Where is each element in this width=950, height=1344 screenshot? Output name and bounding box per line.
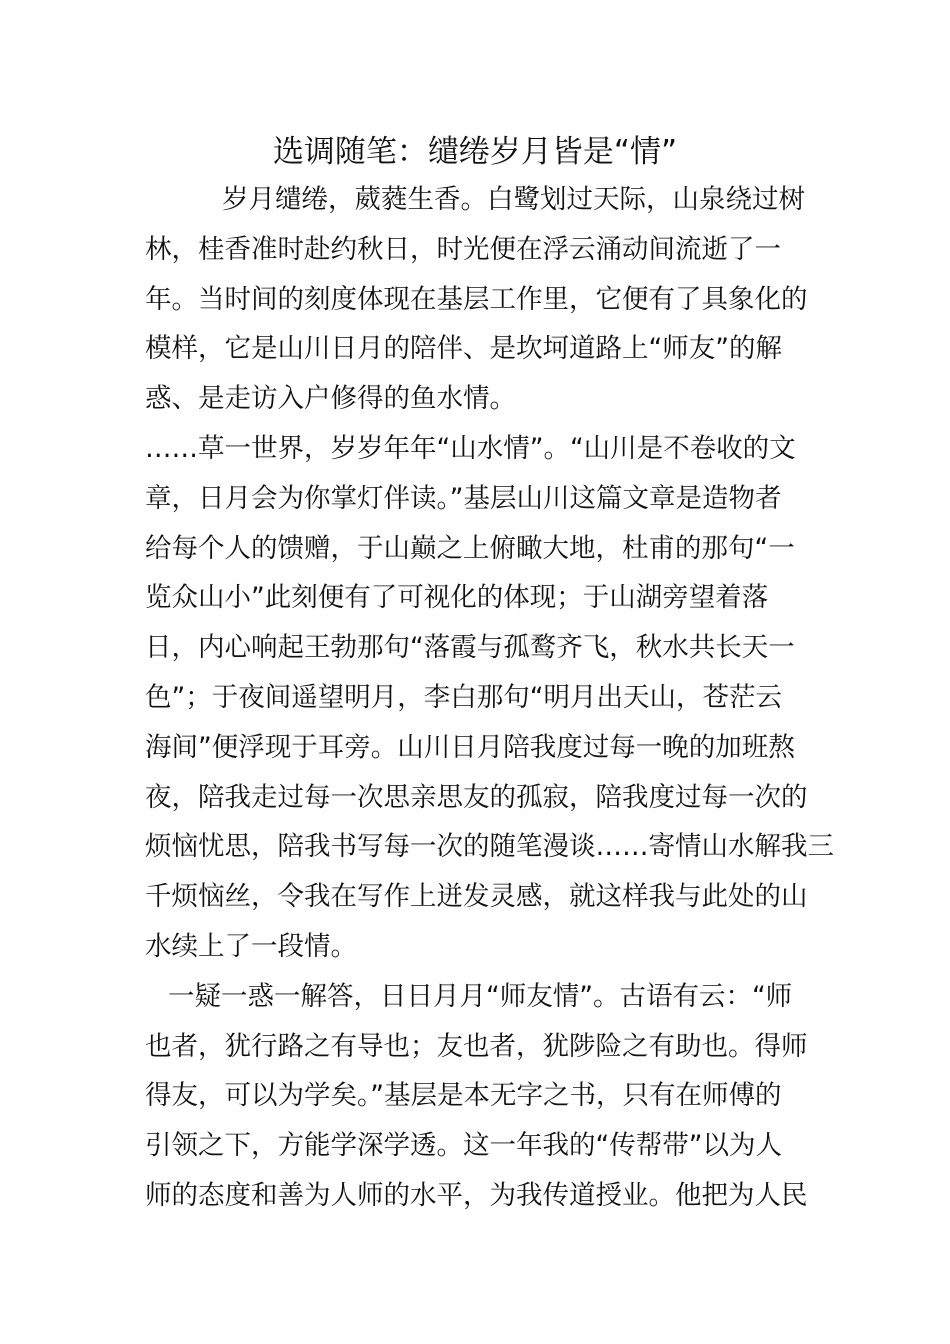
- text-line: 水续上了一段情。: [145, 930, 357, 962]
- text-line: 引领之下，方能学深学透。这一年我的“传帮带”以为人: [145, 1130, 782, 1162]
- text-line: 模样，它是山川日月的陪伴、是坎坷道路上“师友”的解: [145, 333, 782, 365]
- text-line: 一疑一惑一解答，日日月月“师友情”。古语有云：“师: [168, 980, 793, 1012]
- text-line: 得友，可以为学矣。”基层是本无字之书，只有在师傅的: [145, 1080, 782, 1112]
- text-line: ……草一世界，岁岁年年“山水情”。“山川是不卷收的文: [145, 432, 796, 464]
- text-line: 色”；于夜间遥望明月，李白那句“明月出天山，苍茫云: [145, 681, 782, 713]
- document-title: 选调随笔：缱绻岁月皆是“情”: [272, 134, 678, 170]
- text-line: 给每个人的馈赠，于山巅之上俯瞰大地，杜甫的那句“一: [145, 532, 795, 564]
- text-line: 夜，陪我走过每一次思亲思友的孤寂，陪我度过每一次的: [145, 781, 808, 813]
- text-line: 年。当时间的刻度体现在基层工作里，它便有了具象化的: [145, 283, 808, 315]
- text-line: 千烦恼丝，令我在写作上迸发灵感，就这样我与此处的山: [145, 881, 808, 913]
- text-line: 烦恼忧思，陪我书写每一次的随笔漫谈……寄情山水解我三: [145, 831, 834, 863]
- text-line: 岁月缱绻，葳蕤生香。白鹭划过天际，山泉绕过树: [222, 184, 805, 215]
- text-line: 览众山小”此刻便有了可视化的体现；于山湖旁望着落: [145, 582, 769, 614]
- text-line: 也者，犹行路之有导也；友也者，犹陟险之有助也。得师: [145, 1030, 808, 1062]
- text-line: 日，内心响起王勃那句“落霞与孤鹜齐飞，秋水共长天一: [145, 632, 795, 664]
- text-line: 惑、是走访入户修得的鱼水情。: [145, 383, 516, 415]
- text-line: 师的态度和善为人师的水平，为我传道授业。他把为人民: [145, 1179, 808, 1211]
- text-line: 海间”便浮现于耳旁。山川日月陪我度过每一晚的加班熬: [145, 731, 795, 763]
- text-line: 章，日月会为你掌灯伴读。”基层山川这篇文章是造物者: [145, 482, 782, 514]
- text-line: 林，桂香准时赴约秋日，时光便在浮云涌动间流逝了一: [145, 233, 781, 265]
- document-body: [145, 175, 834, 1221]
